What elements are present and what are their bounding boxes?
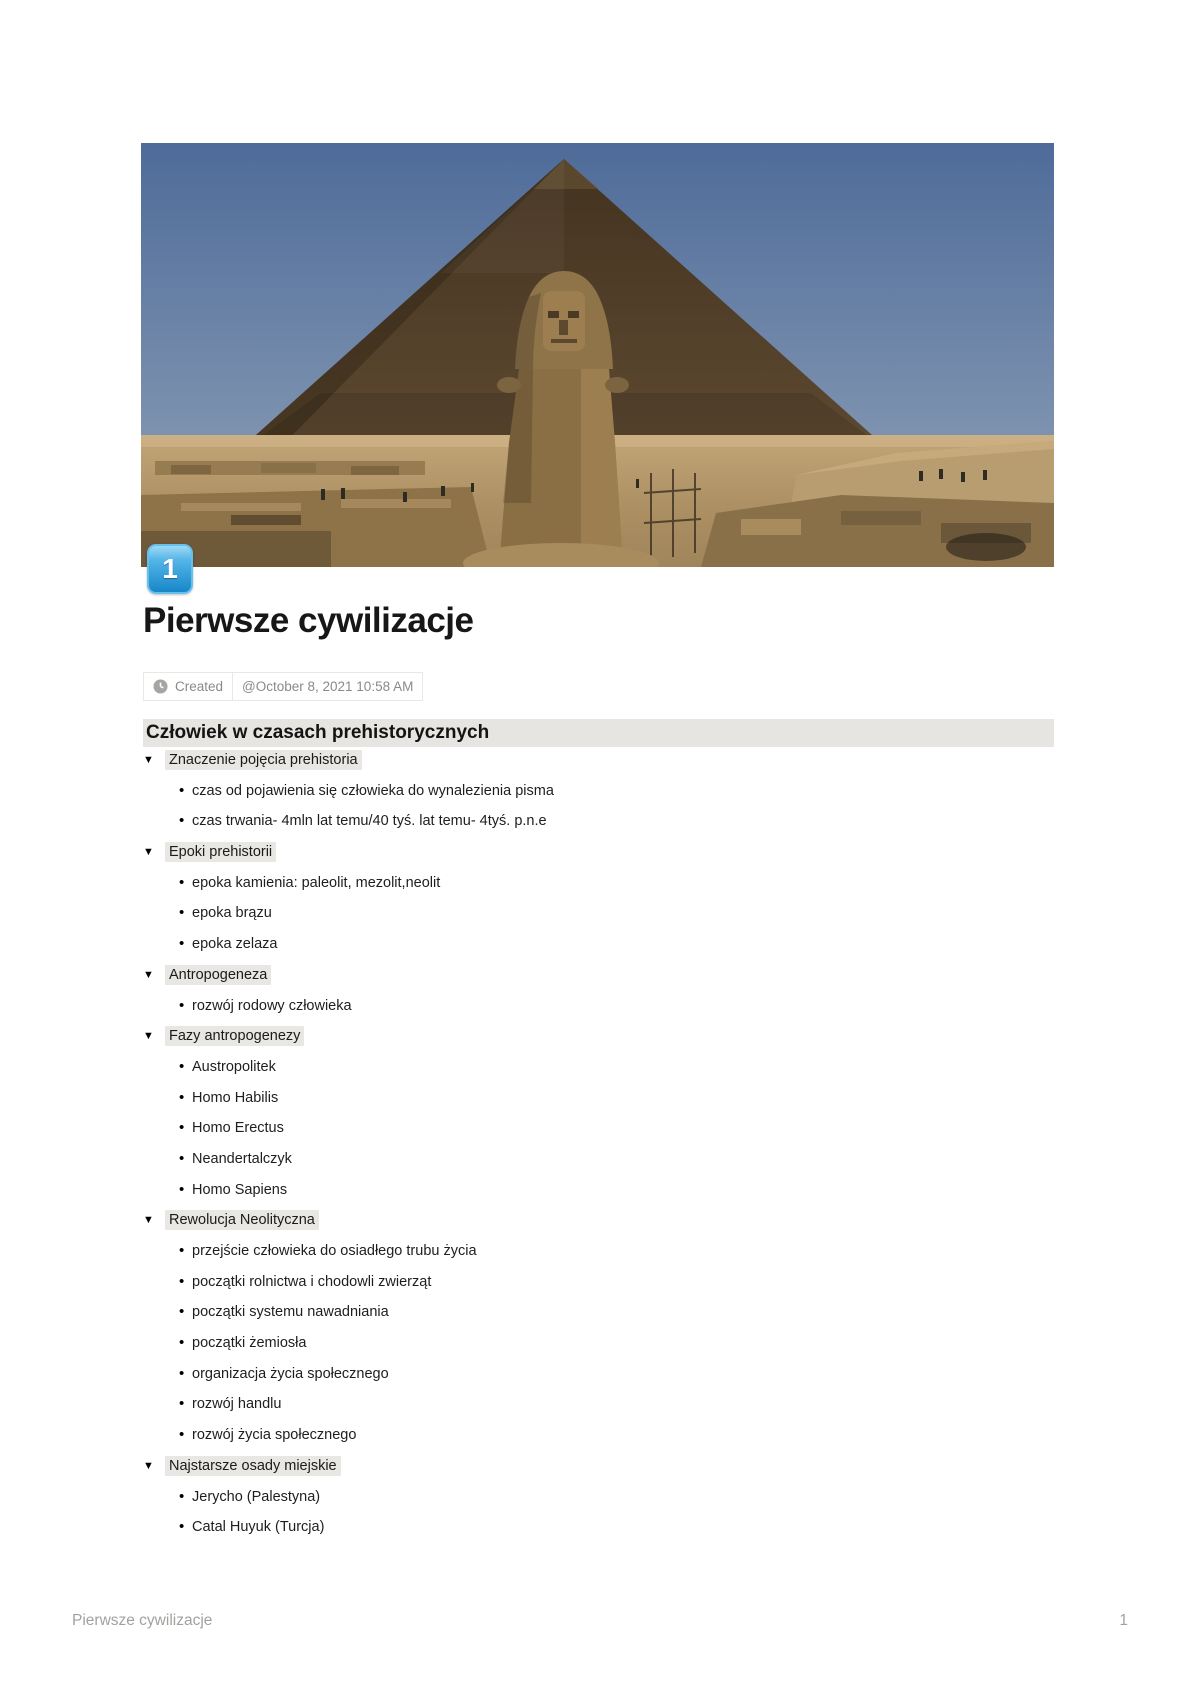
bullet-item (143, 1241, 1054, 1261)
page-icon-keycap-1 (147, 544, 193, 594)
toggle-item (143, 1210, 1054, 1230)
bullet-dot: • (179, 1364, 185, 1382)
bullet-text: rozwój rodowy człowieka (192, 997, 352, 1014)
footer-title: Pierwsze cywilizacje (72, 1612, 213, 1629)
section-heading: Człowiek w czasach prehistorycznych (143, 719, 1054, 747)
bullet-text: przejście człowieka do osiadłego trubu życia (192, 1243, 477, 1259)
clock-icon (153, 679, 168, 694)
bullet-item (143, 934, 1054, 954)
bullet-item (143, 1057, 1054, 1077)
bullet-dot: • (179, 1088, 185, 1106)
toggle-text: Najstarsze osady miejskie (165, 1456, 341, 1476)
bullet-text: czas trwania- 4mln lat temu/40 tyś. lat temu- 4tyś. p.n.e (192, 813, 547, 830)
toggle-item (143, 842, 1054, 862)
bullet-item (143, 1302, 1054, 1322)
bullet-dot: • (179, 873, 185, 891)
bullet-text: początki rolnictwa i chodowli zwierząt (192, 1273, 432, 1290)
bullet-text: epoka kamienia: paleolit, mezolit,neolit (192, 874, 441, 891)
bullet-dot: • (179, 935, 185, 953)
bullet-text: Catal Huyuk (Turcja) (192, 1519, 325, 1536)
toggle-item (143, 965, 1054, 985)
bullet-dot: • (179, 1272, 185, 1290)
toggle-text: Rewolucja Neolityczna (165, 1210, 319, 1230)
bullet-dot: • (179, 1057, 185, 1075)
bullet-text: organizacja życia społecznego (192, 1365, 389, 1382)
bullet-dot: • (179, 812, 185, 830)
bullet-dot: • (179, 1426, 185, 1444)
bullet-item (143, 1394, 1054, 1414)
bullet-dot: • (179, 1180, 185, 1198)
bullet-text: Homo Habilis (192, 1089, 279, 1106)
toggle-text: Antropogeneza (165, 965, 271, 985)
bullet-text: Homo Sapiens (192, 1181, 288, 1198)
bullet-item (143, 1364, 1054, 1384)
toggle-triangle-icon[interactable]: ▼ (143, 1214, 154, 1227)
bullet-item (143, 996, 1054, 1016)
created-value: @October 8, 2021 10:58 AM (233, 672, 423, 701)
toggle-text: Epoki prehistorii (165, 842, 276, 862)
pyramid-sphinx-illustration (141, 143, 1054, 567)
bullet-text: epoka zelaza (192, 936, 278, 953)
bullet-text: Austropolitek (192, 1058, 276, 1075)
bullet-text: epoka brązu (192, 905, 272, 922)
bullet-dot: • (179, 996, 185, 1014)
toggle-item (143, 750, 1054, 770)
bullet-dot: • (179, 781, 185, 799)
bullet-item (143, 903, 1054, 923)
created-label: Created (175, 679, 224, 694)
bullet-dot: • (179, 1242, 185, 1259)
page-footer (72, 1612, 1128, 1630)
bullet-text: początki żemiosła (192, 1335, 307, 1352)
bullet-text: Neandertalczyk (192, 1150, 292, 1167)
keycap-digit: 1 (162, 553, 178, 584)
bullet-dot: • (179, 1334, 185, 1352)
bullet-text: początki systemu nawadniania (192, 1304, 389, 1321)
bullet-item (143, 1149, 1054, 1169)
bullet-dot: • (179, 1487, 185, 1505)
bullet-dot: • (179, 1149, 185, 1167)
bullet-dot: • (179, 1395, 185, 1413)
toggle-triangle-icon[interactable]: ▼ (143, 1030, 154, 1043)
bullet-item (143, 1088, 1054, 1108)
outline-list (143, 750, 1054, 1548)
bullet-text: Jerycho (Palestyna) (192, 1488, 321, 1505)
bullet-dot: • (179, 1303, 185, 1321)
created-property-label-cell (143, 672, 233, 701)
bullet-dot: • (179, 1518, 185, 1536)
bullet-item (143, 781, 1054, 801)
bullet-item (143, 1517, 1054, 1537)
created-property-row (143, 672, 423, 701)
bullet-text: Homo Erectus (192, 1120, 284, 1137)
bullet-dot: • (179, 1119, 185, 1137)
bullet-text: czas od pojawienia się człowieka do wynalezienia pisma (192, 782, 554, 799)
toggle-text: Znaczenie pojęcia prehistoria (165, 750, 362, 770)
bullet-item (143, 1180, 1054, 1200)
toggle-text: Fazy antropogenezy (165, 1026, 304, 1046)
bullet-item (143, 873, 1054, 893)
toggle-triangle-icon[interactable]: ▼ (143, 1459, 154, 1472)
footer-page-number: 1 (1119, 1612, 1128, 1629)
bullet-item (143, 811, 1054, 831)
bullet-text: rozwój życia społecznego (192, 1427, 357, 1444)
bullet-item (143, 1118, 1054, 1138)
toggle-triangle-icon[interactable]: ▼ (143, 754, 154, 766)
bullet-item (143, 1272, 1054, 1292)
bullet-item (143, 1333, 1054, 1353)
page-title: Pierwsze cywilizacje (143, 601, 474, 640)
toggle-item (143, 1456, 1054, 1476)
bullet-item (143, 1425, 1054, 1445)
bullet-item (143, 1487, 1054, 1507)
bullet-text: rozwój handlu (192, 1396, 282, 1413)
cover-image (141, 143, 1054, 567)
toggle-triangle-icon[interactable]: ▼ (143, 846, 154, 859)
bullet-dot: • (179, 904, 185, 922)
toggle-triangle-icon[interactable]: ▼ (143, 968, 154, 981)
toggle-item (143, 1026, 1054, 1046)
